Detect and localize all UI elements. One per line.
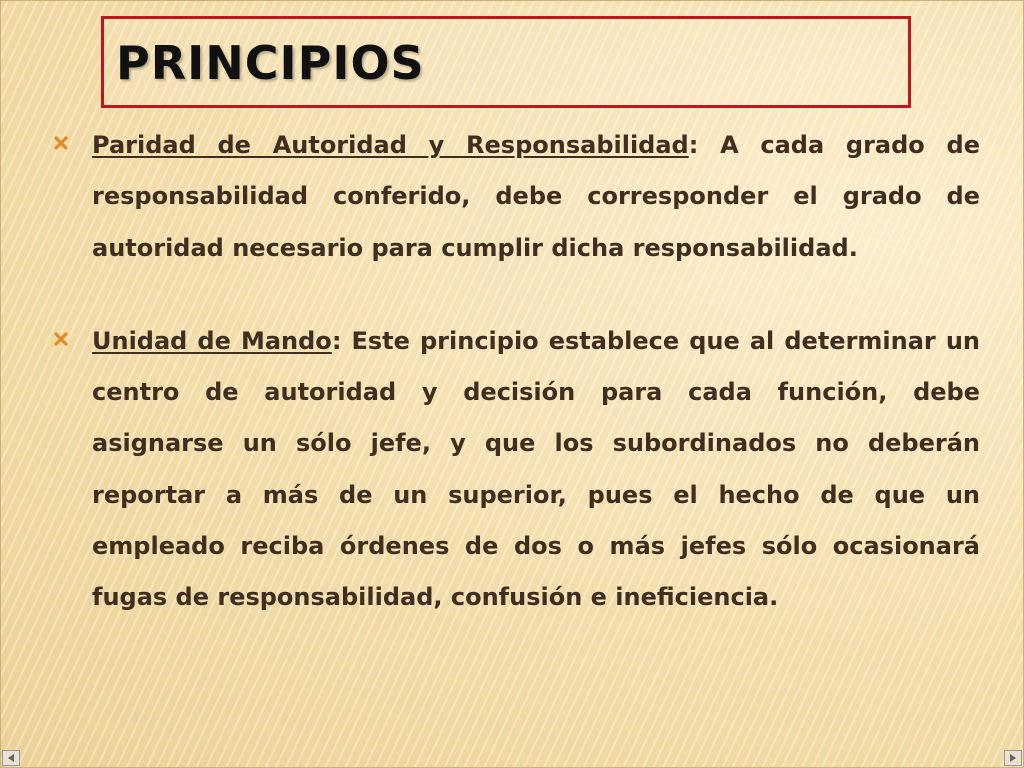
bullet-term: Unidad de Mando [92, 326, 332, 355]
bullet-item-unidad [52, 316, 980, 624]
next-slide-button[interactable] [1004, 750, 1022, 766]
triangle-left-icon [6, 753, 16, 763]
slide-title: PRINCIPIOS [116, 36, 425, 90]
title-box [101, 16, 911, 108]
x-bullet-icon [52, 330, 70, 348]
previous-slide-button[interactable] [2, 750, 20, 766]
x-bullet-icon [52, 134, 70, 152]
bullet-text: : A cada grado de responsabilidad conferido, debe corresponder el grado de autoridad necesario para cumplir dicha responsabilidad. [92, 131, 980, 262]
bullet-list [52, 120, 980, 624]
bullet-term: Paridad de Autoridad y Responsabilidad [92, 131, 689, 159]
bullet-text: : Este principio establece que al determinar un centro de autoridad y decisión para cada función, debe asignarse un sólo jefe, y que los subordinados no deberán reportar a más de un superior, pues el hecho de que un empleado reciba órdenes de dos o más jefes sólo ocasionará fugas de responsabilidad, confusión e ineficiencia. [92, 326, 981, 612]
triangle-right-icon [1008, 753, 1018, 763]
bullet-item-paridad [52, 120, 980, 274]
